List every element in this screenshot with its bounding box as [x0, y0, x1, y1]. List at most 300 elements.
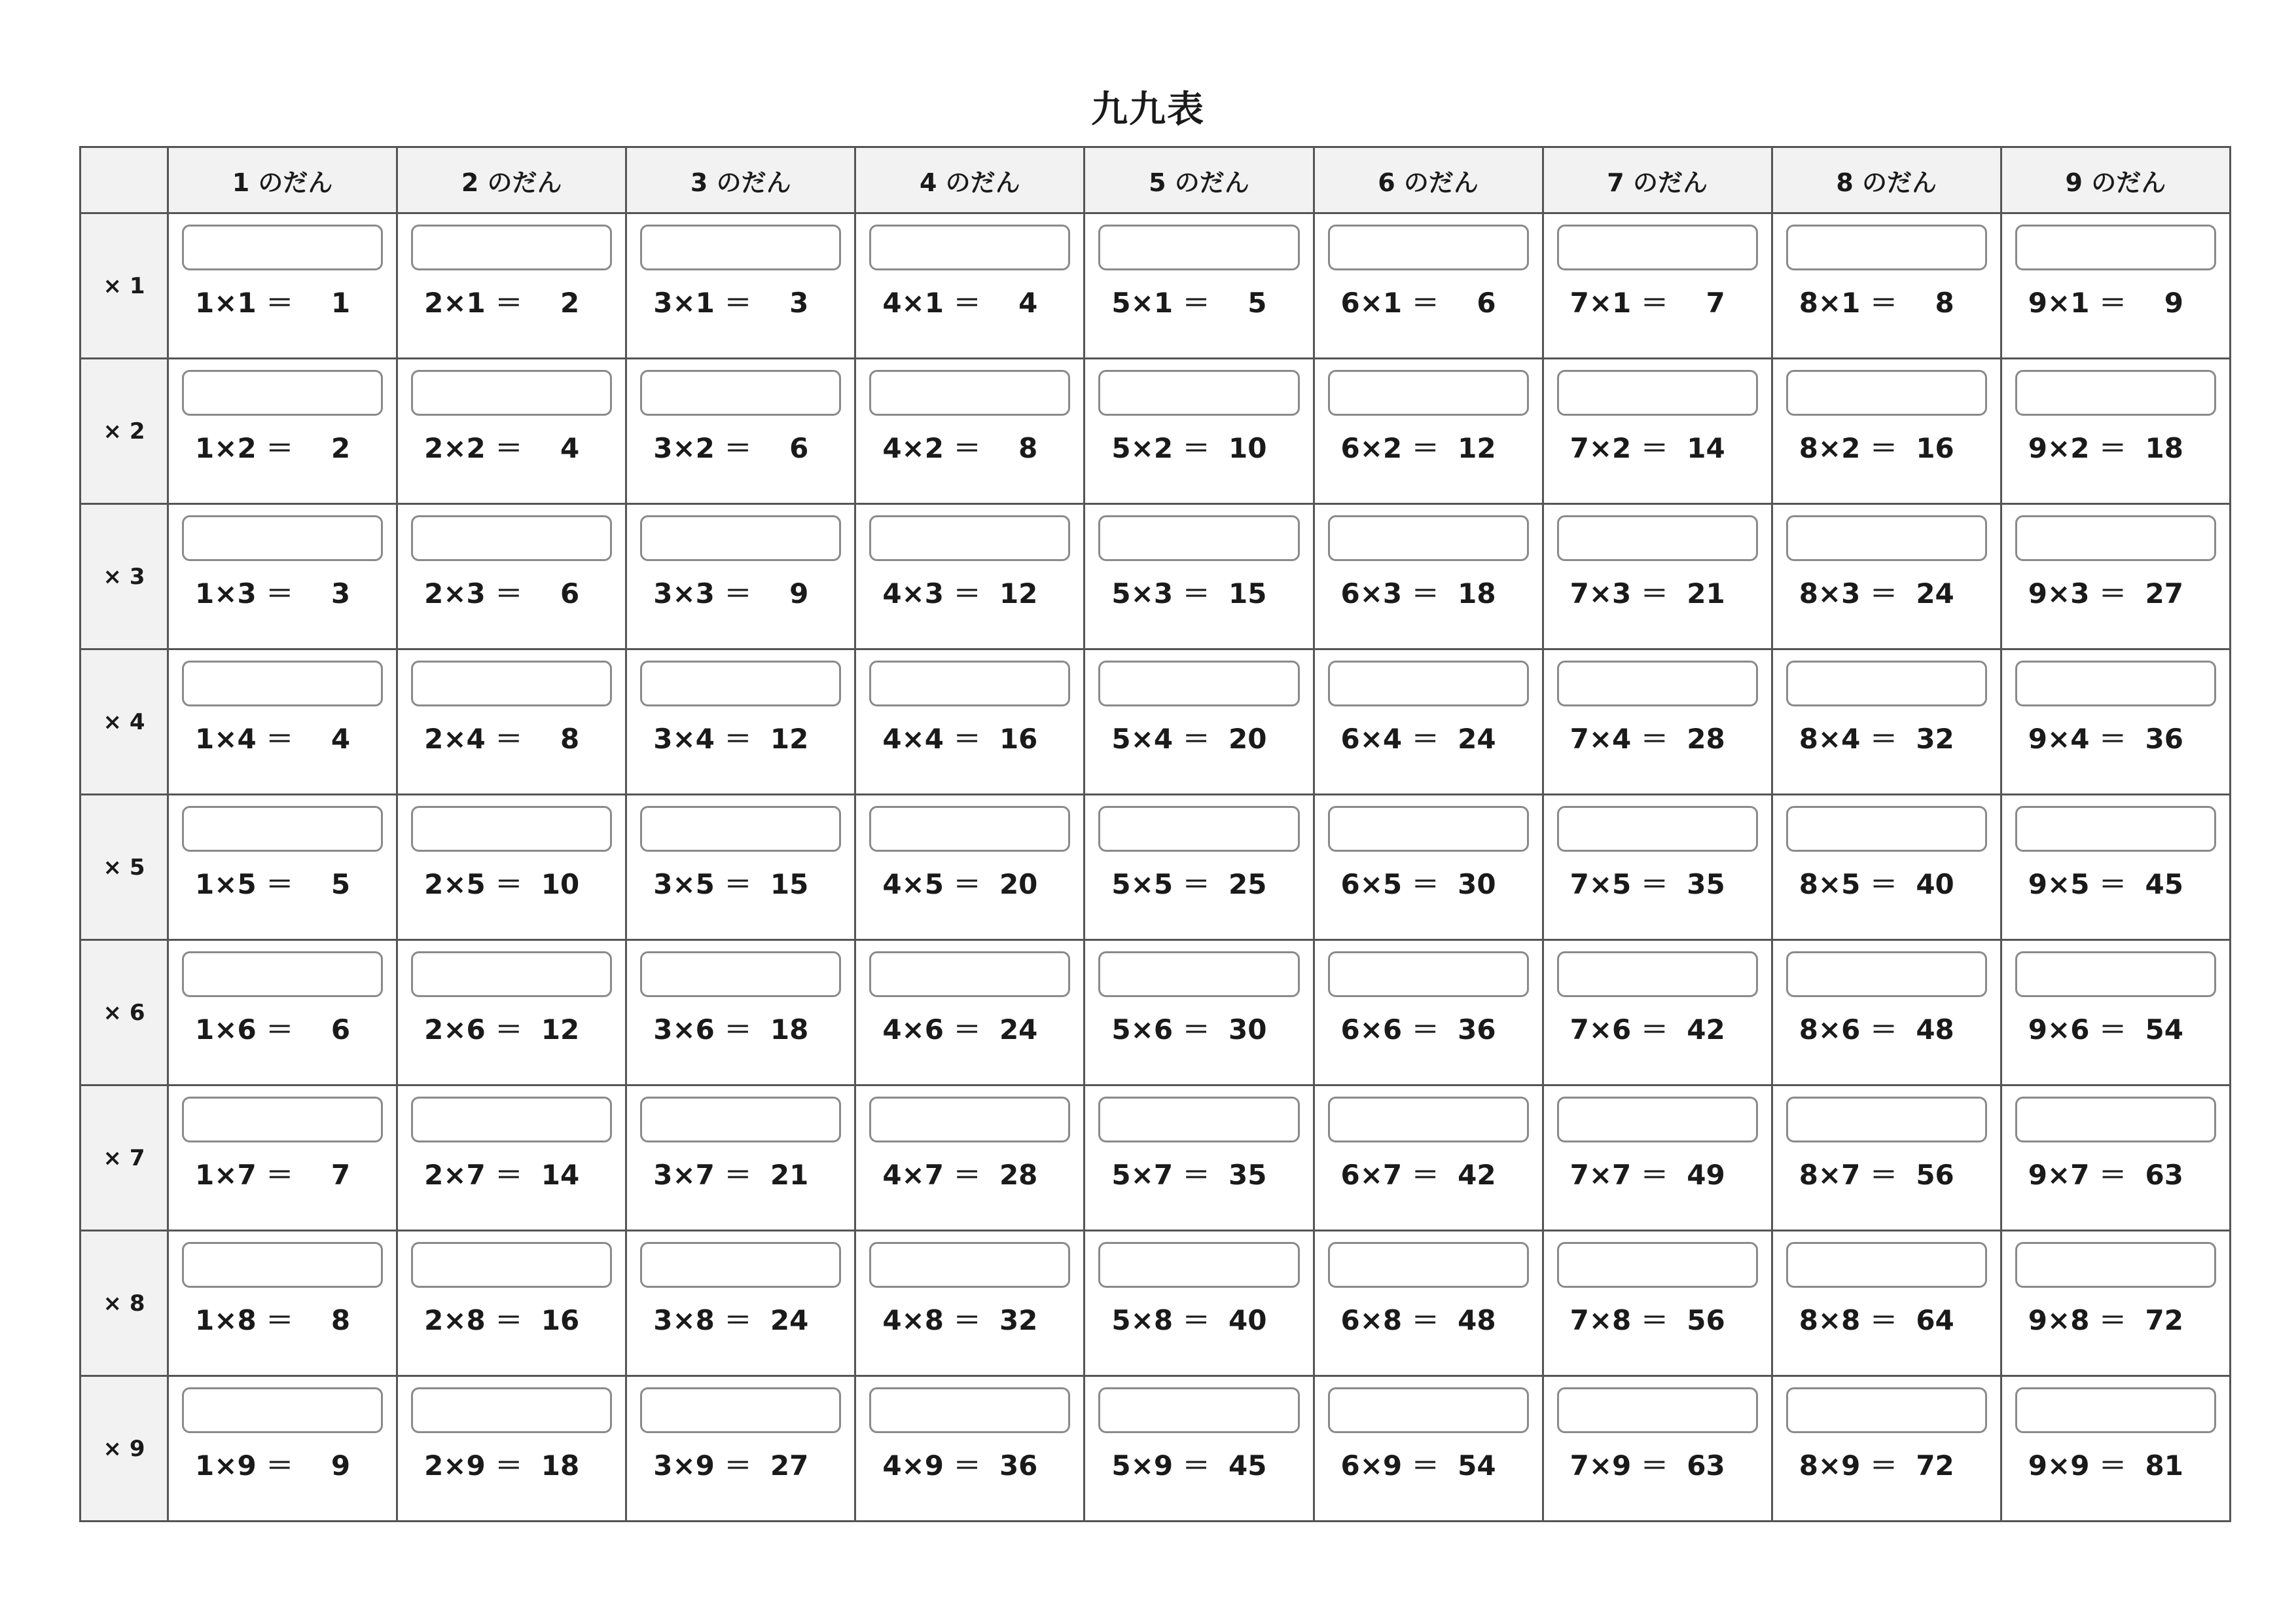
answer-box[interactable]: [1557, 515, 1758, 561]
product-value: 16: [541, 1304, 580, 1336]
table-header-row: [81, 147, 2231, 213]
multiplication-expression: 9×3 ＝: [2028, 577, 2127, 610]
multiplication-expression: 2×7 ＝: [424, 1159, 523, 1191]
table-cell: [1772, 359, 2001, 504]
product-value: 40: [1916, 868, 1954, 900]
product-value: 12: [770, 723, 809, 755]
table-cell: [2001, 1085, 2230, 1231]
multiplication-expression: 2×1 ＝: [424, 287, 523, 319]
product-value: 24: [1916, 577, 1954, 610]
table-cell: [168, 1231, 397, 1376]
product-value: 1: [331, 287, 351, 319]
product-value: 16: [1916, 432, 1954, 464]
table-cell: [1543, 649, 1772, 795]
answer-box[interactable]: [869, 951, 1070, 997]
answer-box[interactable]: [1098, 1242, 1299, 1288]
multiplication-expression: 5×1 ＝: [1111, 287, 1210, 319]
answer-box[interactable]: [1328, 515, 1529, 561]
product-value: 8: [1018, 432, 1038, 464]
product-value: 5: [331, 868, 351, 900]
table-cell: [2001, 649, 2230, 795]
answer-box[interactable]: [1786, 1097, 1987, 1142]
table-cell: [397, 504, 626, 649]
product-value: 30: [1458, 868, 1496, 900]
multiplication-expression: 5×2 ＝: [1111, 432, 1210, 464]
product-value: 21: [770, 1159, 809, 1191]
answer-box[interactable]: [411, 370, 612, 416]
multiplication-expression: 3×2 ＝: [653, 432, 752, 464]
table-cell: [855, 504, 1085, 649]
product-value: 18: [770, 1013, 809, 1046]
column-header-dan-7: 7 のだん: [1543, 147, 1772, 213]
answer-box[interactable]: [1786, 951, 1987, 997]
table-cell: [855, 359, 1085, 504]
table-cell: [168, 359, 397, 504]
table-cell: [1085, 1085, 1314, 1231]
product-value: 36: [999, 1450, 1038, 1482]
table-cell: [855, 213, 1085, 359]
multiplication-expression: 7×6 ＝: [1570, 1013, 1668, 1046]
multiplication-expression: 7×9 ＝: [1570, 1450, 1668, 1482]
table-cell: [1085, 359, 1314, 504]
answer-box[interactable]: [1328, 806, 1529, 852]
product-value: 3: [789, 287, 809, 319]
table-cell: [1314, 359, 1543, 504]
table-cell: [626, 359, 855, 504]
table-cell: [168, 1376, 397, 1522]
product-value: 12: [541, 1013, 580, 1046]
multiplication-expression: 7×5 ＝: [1570, 868, 1668, 900]
answer-box[interactable]: [411, 806, 612, 852]
table-cell: [1314, 1085, 1543, 1231]
row-header-times-6: × 6: [81, 940, 168, 1085]
answer-box[interactable]: [411, 225, 612, 270]
multiplication-expression: 8×5 ＝: [1799, 868, 1897, 900]
product-value: 64: [1916, 1304, 1954, 1336]
answer-box[interactable]: [2015, 225, 2216, 270]
product-value: 35: [1687, 868, 1725, 900]
answer-box[interactable]: [1098, 225, 1299, 270]
multiplication-expression: 4×1 ＝: [882, 287, 981, 319]
product-value: 8: [331, 1304, 351, 1336]
answer-box[interactable]: [869, 225, 1070, 270]
answer-box[interactable]: [182, 661, 383, 706]
product-value: 6: [789, 432, 809, 464]
product-value: 45: [2145, 868, 2183, 900]
table-cell: [626, 1376, 855, 1522]
multiplication-expression: 4×8 ＝: [882, 1304, 981, 1336]
table-row: [81, 1231, 2231, 1376]
answer-box[interactable]: [1328, 1387, 1529, 1433]
multiplication-expression: 5×3 ＝: [1111, 577, 1210, 610]
table-cell: [2001, 940, 2230, 1085]
multiplication-expression: 5×9 ＝: [1111, 1450, 1210, 1482]
answer-box[interactable]: [640, 661, 841, 706]
multiplication-expression: 8×8 ＝: [1799, 1304, 1897, 1336]
multiplication-expression: 3×8 ＝: [653, 1304, 752, 1336]
multiplication-expression: 2×8 ＝: [424, 1304, 523, 1336]
table-cell: [1543, 1376, 1772, 1522]
table-cell: [1085, 1376, 1314, 1522]
multiplication-expression: 2×5 ＝: [424, 868, 523, 900]
table-cell: [855, 1085, 1085, 1231]
multiplication-expression: 1×2 ＝: [195, 432, 294, 464]
multiplication-expression: 4×4 ＝: [882, 723, 981, 755]
multiplication-expression: 2×2 ＝: [424, 432, 523, 464]
product-value: 15: [1229, 577, 1267, 610]
answer-box[interactable]: [411, 951, 612, 997]
multiplication-expression: 7×7 ＝: [1570, 1159, 1668, 1191]
multiplication-expression: 6×5 ＝: [1340, 868, 1439, 900]
answer-box[interactable]: [869, 1242, 1070, 1288]
table-cell: [2001, 213, 2230, 359]
multiplication-expression: 9×4 ＝: [2028, 723, 2127, 755]
product-value: 40: [1229, 1304, 1267, 1336]
table-row: [81, 359, 2231, 504]
answer-box[interactable]: [1098, 515, 1299, 561]
answer-box[interactable]: [869, 661, 1070, 706]
multiplication-expression: 5×7 ＝: [1111, 1159, 1210, 1191]
multiplication-expression: 1×1 ＝: [195, 287, 294, 319]
table-cell: [1543, 504, 1772, 649]
answer-box[interactable]: [640, 1097, 841, 1142]
multiplication-expression: 6×4 ＝: [1340, 723, 1439, 755]
product-value: 54: [2145, 1013, 2183, 1046]
multiplication-expression: 3×1 ＝: [653, 287, 752, 319]
answer-box[interactable]: [411, 661, 612, 706]
multiplication-expression: 1×3 ＝: [195, 577, 294, 610]
multiplication-expression: 3×4 ＝: [653, 723, 752, 755]
multiplication-expression: 9×5 ＝: [2028, 868, 2127, 900]
row-header-times-7: × 7: [81, 1085, 168, 1231]
row-header-times-8: × 8: [81, 1231, 168, 1376]
answer-box[interactable]: [869, 1097, 1070, 1142]
answer-box[interactable]: [1786, 515, 1987, 561]
answer-box[interactable]: [2015, 515, 2216, 561]
answer-box[interactable]: [1786, 370, 1987, 416]
product-value: 18: [2145, 432, 2183, 464]
multiplication-expression: 7×3 ＝: [1570, 577, 1668, 610]
multiplication-expression: 6×3 ＝: [1340, 577, 1439, 610]
table-cell: [1314, 1376, 1543, 1522]
product-value: 14: [1687, 432, 1725, 464]
product-value: 18: [541, 1450, 580, 1482]
product-value: 49: [1687, 1159, 1725, 1191]
table-cell: [1314, 940, 1543, 1085]
answer-box[interactable]: [640, 515, 841, 561]
multiplication-expression: 4×3 ＝: [882, 577, 981, 610]
multiplication-expression: 4×6 ＝: [882, 1013, 981, 1046]
table-cell: [1772, 1376, 2001, 1522]
table-cell: [168, 795, 397, 940]
product-value: 20: [1229, 723, 1267, 755]
product-value: 6: [1477, 287, 1496, 319]
answer-box[interactable]: [1557, 661, 1758, 706]
multiplication-expression: 7×8 ＝: [1570, 1304, 1668, 1336]
answer-box[interactable]: [182, 951, 383, 997]
product-value: 4: [560, 432, 580, 464]
multiplication-expression: 6×8 ＝: [1340, 1304, 1439, 1336]
answer-box[interactable]: [411, 1387, 612, 1433]
multiplication-expression: 7×4 ＝: [1570, 723, 1668, 755]
answer-box[interactable]: [182, 1097, 383, 1142]
answer-box[interactable]: [640, 806, 841, 852]
table-cell: [855, 1231, 1085, 1376]
product-value: 12: [1458, 432, 1496, 464]
answer-box[interactable]: [2015, 951, 2216, 997]
column-header-dan-3: 3 のだん: [626, 147, 855, 213]
product-value: 81: [2145, 1450, 2183, 1482]
product-value: 9: [2164, 287, 2183, 319]
row-header-times-2: × 2: [81, 359, 168, 504]
answer-box[interactable]: [1328, 1097, 1529, 1142]
answer-box[interactable]: [1557, 1097, 1758, 1142]
table-row: [81, 1085, 2231, 1231]
multiplication-expression: 1×8 ＝: [195, 1304, 294, 1336]
answer-box[interactable]: [182, 1242, 383, 1288]
answer-box[interactable]: [1328, 225, 1529, 270]
answer-box[interactable]: [869, 1387, 1070, 1433]
answer-box[interactable]: [1557, 225, 1758, 270]
product-value: 32: [1916, 723, 1954, 755]
table-cell: [168, 1085, 397, 1231]
table-cell: [626, 213, 855, 359]
table-cell: [1543, 1231, 1772, 1376]
answer-box[interactable]: [182, 225, 383, 270]
product-value: 28: [1687, 723, 1725, 755]
column-header-dan-1: 1 のだん: [168, 147, 397, 213]
product-value: 3: [331, 577, 351, 610]
answer-box[interactable]: [1557, 951, 1758, 997]
product-value: 4: [1018, 287, 1038, 319]
product-value: 24: [770, 1304, 809, 1336]
answer-box[interactable]: [1328, 661, 1529, 706]
answer-box[interactable]: [1557, 370, 1758, 416]
answer-box[interactable]: [1786, 225, 1987, 270]
table-cell: [397, 940, 626, 1085]
product-value: 48: [1916, 1013, 1954, 1046]
answer-box[interactable]: [1557, 806, 1758, 852]
answer-box[interactable]: [1786, 806, 1987, 852]
table-row: [81, 940, 2231, 1085]
answer-box[interactable]: [869, 515, 1070, 561]
multiplication-expression: 6×6 ＝: [1340, 1013, 1439, 1046]
column-header-dan-6: 6 のだん: [1314, 147, 1543, 213]
table-cell: [1085, 795, 1314, 940]
table-cell: [626, 795, 855, 940]
table-cell: [1085, 940, 1314, 1085]
table-cell: [626, 504, 855, 649]
answer-box[interactable]: [1786, 661, 1987, 706]
answer-box[interactable]: [1098, 806, 1299, 852]
row-header-times-4: × 4: [81, 649, 168, 795]
answer-box[interactable]: [1557, 1242, 1758, 1288]
multiplication-expression: 9×7 ＝: [2028, 1159, 2127, 1191]
product-value: 72: [1916, 1450, 1954, 1482]
product-value: 42: [1687, 1013, 1725, 1046]
table-cell: [168, 649, 397, 795]
answer-box[interactable]: [2015, 661, 2216, 706]
answer-box[interactable]: [1328, 951, 1529, 997]
multiplication-expression: 8×6 ＝: [1799, 1013, 1897, 1046]
answer-box[interactable]: [640, 225, 841, 270]
multiplication-expression: 5×8 ＝: [1111, 1304, 1210, 1336]
answer-box[interactable]: [2015, 1387, 2216, 1433]
product-value: 54: [1458, 1450, 1496, 1482]
multiplication-expression: 8×3 ＝: [1799, 577, 1897, 610]
answer-box[interactable]: [1786, 1387, 1987, 1433]
table-cell: [1772, 649, 2001, 795]
row-header-times-9: × 9: [81, 1376, 168, 1522]
table-cell: [855, 1376, 1085, 1522]
table-cell: [1543, 359, 1772, 504]
answer-box[interactable]: [1786, 1242, 1987, 1288]
multiplication-expression: 8×2 ＝: [1799, 432, 1897, 464]
multiplication-expression: 1×5 ＝: [195, 868, 294, 900]
answer-box[interactable]: [640, 1387, 841, 1433]
table-cell: [855, 940, 1085, 1085]
answer-box[interactable]: [640, 370, 841, 416]
answer-box[interactable]: [2015, 1097, 2216, 1142]
multiplication-expression: 7×2 ＝: [1570, 432, 1668, 464]
table-row: [81, 213, 2231, 359]
answer-box[interactable]: [182, 515, 383, 561]
product-value: 16: [999, 723, 1038, 755]
table-cell: [626, 1085, 855, 1231]
multiplication-expression: 6×2 ＝: [1340, 432, 1439, 464]
table-cell: [1772, 1231, 2001, 1376]
table-cell: [1772, 504, 2001, 649]
multiplication-expression: 1×7 ＝: [195, 1159, 294, 1191]
page-title: 九九表: [1091, 88, 1205, 131]
multiplication-expression: 2×9 ＝: [424, 1450, 523, 1482]
table-cell: [2001, 1231, 2230, 1376]
row-header-times-5: × 5: [81, 795, 168, 940]
table-cell: [1085, 504, 1314, 649]
answer-box[interactable]: [182, 370, 383, 416]
product-value: 7: [1706, 287, 1725, 319]
answer-box[interactable]: [182, 1387, 383, 1433]
multiplication-expression: 4×5 ＝: [882, 868, 981, 900]
product-value: 35: [1229, 1159, 1267, 1191]
answer-box[interactable]: [1098, 661, 1299, 706]
multiplication-expression: 6×9 ＝: [1340, 1450, 1439, 1482]
answer-box[interactable]: [411, 515, 612, 561]
answer-box[interactable]: [411, 1097, 612, 1142]
product-value: 6: [560, 577, 580, 610]
multiplication-expression: 3×6 ＝: [653, 1013, 752, 1046]
multiplication-expression: 9×6 ＝: [2028, 1013, 2127, 1046]
table-cell: [397, 795, 626, 940]
multiplication-expression: 1×4 ＝: [195, 723, 294, 755]
table-cell: [1314, 1231, 1543, 1376]
table-cell: [855, 649, 1085, 795]
table-cell: [168, 504, 397, 649]
table-cell: [1772, 940, 2001, 1085]
product-value: 21: [1687, 577, 1725, 610]
column-header-dan-4: 4 のだん: [855, 147, 1085, 213]
product-value: 24: [999, 1013, 1038, 1046]
answer-box[interactable]: [640, 951, 841, 997]
product-value: 28: [999, 1159, 1038, 1191]
answer-box[interactable]: [1098, 1387, 1299, 1433]
product-value: 24: [1458, 723, 1496, 755]
table-cell: [168, 213, 397, 359]
product-value: 14: [541, 1159, 580, 1191]
multiplication-expression: 3×7 ＝: [653, 1159, 752, 1191]
answer-box[interactable]: [869, 370, 1070, 416]
product-value: 18: [1458, 577, 1496, 610]
table-cell: [2001, 795, 2230, 940]
product-value: 5: [1247, 287, 1267, 319]
table-cell: [1543, 795, 1772, 940]
table-cell: [1772, 795, 2001, 940]
multiplication-expression: 7×1 ＝: [1570, 287, 1668, 319]
table-cell: [626, 649, 855, 795]
product-value: 6: [331, 1013, 351, 1046]
answer-box[interactable]: [1098, 1097, 1299, 1142]
product-value: 36: [2145, 723, 2183, 755]
product-value: 15: [770, 868, 809, 900]
answer-box[interactable]: [1328, 1242, 1529, 1288]
multiplication-expression: 2×3 ＝: [424, 577, 523, 610]
table-cell: [1543, 940, 1772, 1085]
answer-box[interactable]: [2015, 370, 2216, 416]
multiplication-expression: 2×4 ＝: [424, 723, 523, 755]
multiplication-table: [79, 146, 2231, 1522]
product-value: 63: [1687, 1450, 1725, 1482]
answer-box[interactable]: [640, 1242, 841, 1288]
answer-box[interactable]: [2015, 806, 2216, 852]
multiplication-expression: 9×9 ＝: [2028, 1450, 2127, 1482]
product-value: 8: [1935, 287, 1954, 319]
table-cell: [1085, 213, 1314, 359]
multiplication-expression: 9×2 ＝: [2028, 432, 2127, 464]
multiplication-expression: 9×8 ＝: [2028, 1304, 2127, 1336]
answer-box[interactable]: [2015, 1242, 2216, 1288]
answer-box[interactable]: [869, 806, 1070, 852]
table-cell: [397, 649, 626, 795]
answer-box[interactable]: [411, 1242, 612, 1288]
product-value: 4: [331, 723, 351, 755]
answer-box[interactable]: [1098, 951, 1299, 997]
product-value: 25: [1229, 868, 1267, 900]
multiplication-expression: 8×4 ＝: [1799, 723, 1897, 755]
table-row: [81, 795, 2231, 940]
product-value: 12: [999, 577, 1038, 610]
table-row: [81, 504, 2231, 649]
column-header-dan-2: 2 のだん: [397, 147, 626, 213]
multiplication-expression: 4×9 ＝: [882, 1450, 981, 1482]
answer-box[interactable]: [1328, 370, 1529, 416]
table-cell: [855, 795, 1085, 940]
answer-box[interactable]: [182, 806, 383, 852]
multiplication-expression: 3×9 ＝: [653, 1450, 752, 1482]
table-cell: [1085, 1231, 1314, 1376]
table-cell: [1314, 795, 1543, 940]
multiplication-expression: 2×6 ＝: [424, 1013, 523, 1046]
answer-box[interactable]: [1557, 1387, 1758, 1433]
table-cell: [397, 1376, 626, 1522]
table-cell: [1085, 649, 1314, 795]
table-row: [81, 1376, 2231, 1522]
product-value: 2: [331, 432, 351, 464]
multiplication-expression: 5×4 ＝: [1111, 723, 1210, 755]
product-value: 63: [2145, 1159, 2183, 1191]
multiplication-expression: 5×6 ＝: [1111, 1013, 1210, 1046]
answer-box[interactable]: [1098, 370, 1299, 416]
column-header-dan-9: 9 のだん: [2001, 147, 2230, 213]
